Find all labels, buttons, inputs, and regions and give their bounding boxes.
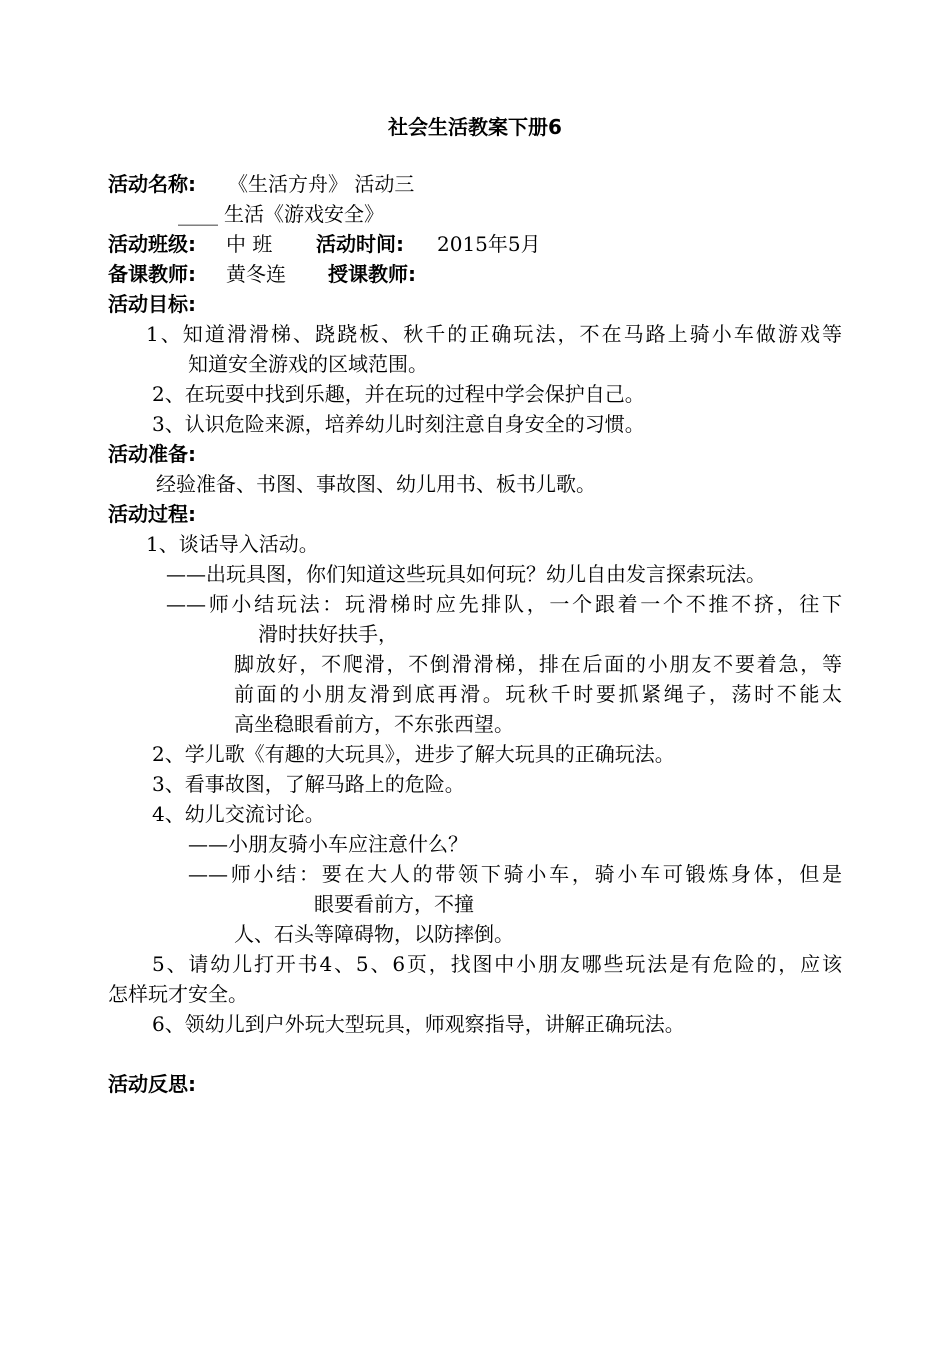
step-4-summary-line-1: ——师小结：要在大人的带领下骑小车，骑小车可锻炼身体，但是 — [188, 862, 842, 886]
goal-1-line-2: 知道安全游戏的区域范围。 — [188, 352, 428, 376]
goal-2: 2、在玩耍中找到乐趣，并在玩的过程中学会保护自己。 — [152, 382, 645, 406]
reflection-heading: 活动反思: — [108, 1072, 196, 1096]
step-5-line-2: 怎样玩才安全。 — [108, 982, 248, 1006]
step-1-summary-line-2: 滑时扶好扶手， — [258, 622, 398, 646]
step-4-summary-line-3: 人、石头等障碍物，以防摔倒。 — [234, 922, 514, 946]
page-title: 社会生活教案下册6 — [388, 115, 562, 139]
activity-class-label: 活动班级: — [108, 232, 196, 256]
activity-name-value: 《生活方舟》 活动三 — [228, 172, 415, 196]
activity-name-blank: ____ — [178, 202, 218, 226]
step-1-summary-line-4: 前面的小朋友滑到底再滑。玩秋千时要抓紧绳子，荡时不能太 — [234, 682, 842, 706]
step-1: 1、谈话导入活动。 — [146, 532, 319, 556]
step-4: 4、幼儿交流讨论。 — [152, 802, 325, 826]
step-5-line-1: 5、请幼儿打开书4、5、6页，找图中小朋友哪些玩法是有危险的，应该 — [152, 952, 842, 976]
prep-heading: 活动准备: — [108, 442, 196, 466]
step-1-summary-line-5: 高坐稳眼看前方，不东张西望。 — [234, 712, 514, 736]
step-1-summary-line-3: 脚放好，不爬滑，不倒滑滑梯，排在后面的小朋友不要着急，等 — [234, 652, 842, 676]
step-1-summary-line-1: ——师小结玩法：玩滑梯时应先排队，一个跟着一个不推不挤，往下 — [166, 592, 842, 616]
step-1-dialog: ——出玩具图，你们知道这些玩具如何玩？幼儿自由发言探索玩法。 — [166, 562, 766, 586]
process-heading: 活动过程: — [108, 502, 196, 526]
goal-1-line-1: 1、知道滑滑梯、跷跷板、秋千的正确玩法，不在马路上骑小车做游戏等 — [146, 322, 842, 346]
activity-class-value: 中 班 — [226, 232, 273, 256]
activity-name-subtitle: 生活《游戏安全》 — [224, 202, 384, 226]
activity-name-label: 活动名称: — [108, 172, 196, 196]
step-3: 3、看事故图，了解马路上的危险。 — [152, 772, 465, 796]
goal-3: 3、认识危险来源，培养幼儿时刻注意自身安全的习惯。 — [152, 412, 645, 436]
prep-teacher-label: 备课教师: — [108, 262, 196, 286]
step-6: 6、领幼儿到户外玩大型玩具，师观察指导，讲解正确玩法。 — [152, 1012, 685, 1036]
goals-heading: 活动目标: — [108, 292, 196, 316]
activity-time-value: 2015年5月 — [437, 232, 541, 256]
teach-teacher-label: 授课教师: — [328, 262, 416, 286]
prep-text: 经验准备、书图、事故图、幼儿用书、板书儿歌。 — [156, 472, 596, 496]
step-4-summary-line-2: 眼要看前方，不撞 — [314, 892, 474, 916]
step-4-question: ——小朋友骑小车应注意什么？ — [188, 832, 468, 856]
prep-teacher-value: 黄冬连 — [226, 262, 286, 286]
step-2: 2、学儿歌《有趣的大玩具》，进步了解大玩具的正确玩法。 — [152, 742, 675, 766]
activity-time-label: 活动时间: — [316, 232, 404, 256]
